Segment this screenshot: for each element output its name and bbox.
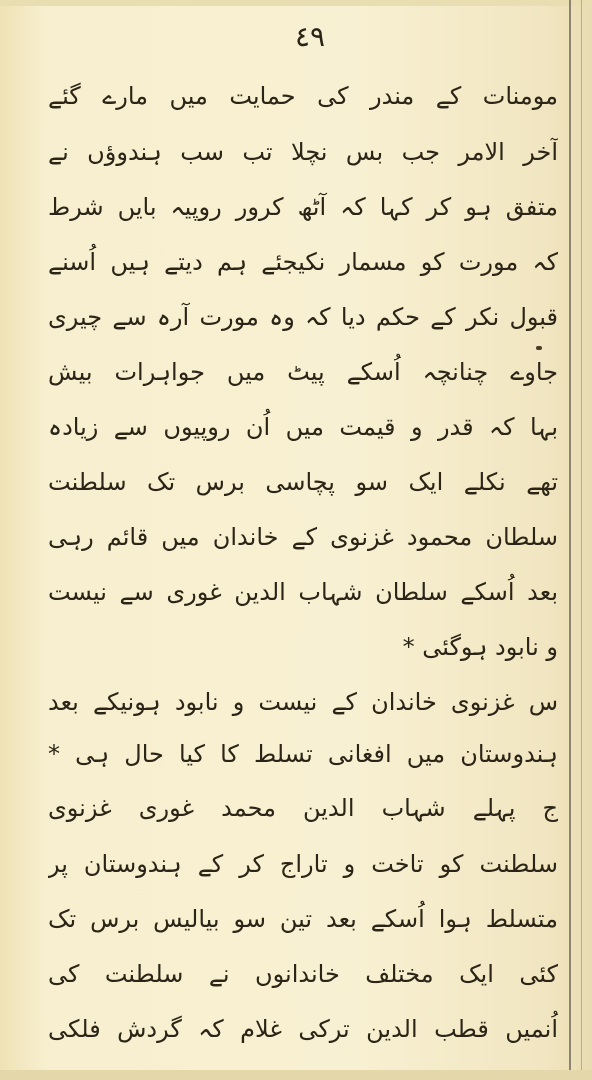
- page-bottom-edge: [0, 1070, 592, 1080]
- text-line: متفق ہو کر کہا کہ آٹھ کرور روپیہ بایں شرط: [48, 193, 558, 221]
- question-line: س غزنوی خاندان کے نیست و نابود ہونیکے بعد: [48, 688, 558, 716]
- text-line: ہندوستان میں افغانی تسلط کا کیا حال ہی *: [48, 740, 558, 768]
- text-line: کئی ایک مختلف خاندانوں نے سلطنت کی: [48, 960, 558, 988]
- text-line: اُنمیں قطب الدین ترکی غلام کہ گردش فلکی: [48, 1015, 558, 1043]
- text-line: و نابود ہوگئی *: [402, 633, 558, 661]
- binding-rule-line: [569, 0, 571, 1080]
- text-line: مومنات کے مندر کی حمایت میں مارے گئے: [48, 82, 558, 110]
- text-line: تھے نکلے ایک سو پچاسی برس تک سلطنت: [48, 468, 558, 496]
- page-top-edge: [0, 0, 592, 6]
- text-line: آخر الامر جب بس نچلا تب سب ہندوؤں نے: [48, 138, 558, 166]
- text-line: قبول نکر کے حکم دیا کہ وہ مورت آرہ سے چیری: [48, 303, 558, 331]
- text-line: متسلط ہوا اُسکے بعد تین سو بیالیس برس تک: [48, 905, 558, 933]
- text-line: کہ مورت کو مسمار نکیجئے ہم دیتے ہیں اُسنے: [48, 248, 558, 276]
- binding-edge-line: [581, 0, 582, 1080]
- text-line: بہا کہ قدر و قیمت میں اُن روپیوں سے زیادہ: [48, 413, 558, 441]
- text-line: بعد اُسکے سلطان شہاب الدین غوری سے نیست: [48, 578, 558, 606]
- page-number: ٤٩: [295, 20, 326, 53]
- text-line: سلطان محمود غزنوی کے خاندان میں قائم رہی: [48, 523, 558, 551]
- text-line: سلطنت کو تاخت و تاراج کر کے ہندوستان پر: [48, 850, 558, 878]
- answer-line: ج پہلے شہاب الدین محمد غوری غزنوی: [48, 794, 558, 822]
- text-line: جاوے چنانچہ اُسکے پیٹ میں جواہرات بیش: [48, 358, 558, 386]
